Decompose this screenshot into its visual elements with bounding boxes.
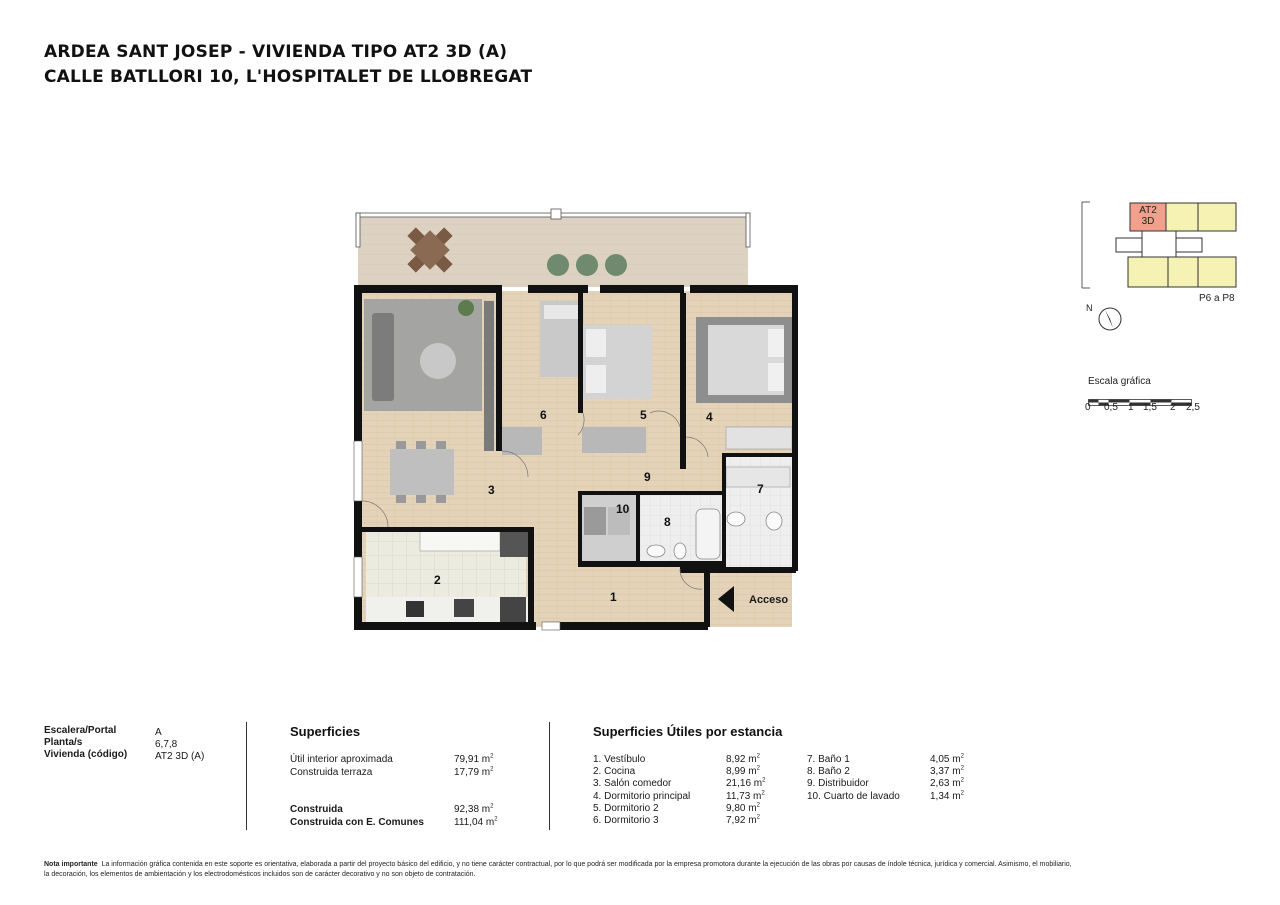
access-arrow-icon: [718, 586, 734, 612]
scale-tick: 0,5: [1104, 402, 1118, 413]
scale-tick: 1: [1128, 402, 1134, 413]
estancia-row: [593, 791, 796, 803]
estancia-label: 4. Dormitorio principal: [593, 790, 691, 802]
scale-tick: 0: [1085, 402, 1091, 413]
page-title: [44, 40, 532, 90]
superficie-row: [290, 754, 524, 766]
scale-tick: 2: [1170, 402, 1176, 413]
floor-plan: [350, 205, 810, 635]
room-number-6: 6: [540, 408, 547, 422]
room-number-8: 8: [664, 515, 671, 529]
disclaimer-text: La información gráfica contenida en este soporte es orientativa, elaborada a partir del proyecto básico del edificio, y no tiene carácter contractual, por lo que podrá ser modificada por la empresa promotora durante la ejecución de las obras por causas de índole técnica, jurídica y comercial. Asimismo, el mobiliario, la decoración, los elementos de ambientación y los electrodomésticos incluidos son de carácter decorativo y no son objeto de contratación.: [44, 861, 1072, 878]
estancia-value: 7,92 $m^2$: [726, 814, 760, 826]
estancia-value: 8,92 $m^2$: [726, 753, 760, 765]
info-value-plantas: 6,7,8: [155, 739, 178, 750]
floor-plan-drawing: [350, 205, 810, 635]
estancia-label: 1. Vestíbulo: [593, 754, 646, 765]
estancia-value: 8,99 $m^2$: [726, 765, 760, 778]
superficie-label: Construida terraza: [290, 767, 373, 778]
superficie-row: [290, 767, 524, 779]
room-number-1: 1: [610, 590, 617, 604]
divider: [246, 722, 247, 830]
estancia-row: [593, 815, 796, 827]
superficie-label: Construida con E. Comunes: [290, 817, 424, 828]
estancia-row: [807, 791, 1000, 803]
scale-bar: [1088, 393, 1192, 400]
room-number-4: 4: [706, 410, 713, 424]
room-number-7: 7: [757, 482, 764, 496]
info-label-vivienda: Vivienda (código): [44, 749, 128, 760]
estancia-row: [593, 778, 796, 790]
superficie-label: Construida: [290, 804, 343, 815]
info-values: [155, 727, 204, 763]
estancia-label: 3. Salón comedor: [593, 778, 672, 790]
key-plan-unit-line-1: AT2: [1139, 205, 1157, 216]
info-value-vivienda: AT2 3D (A): [155, 751, 205, 762]
scale-title: Escala gráfica: [1088, 376, 1151, 387]
scale-tick-labels: [1082, 402, 1212, 416]
disclaimer-label: Nota importante: [44, 861, 98, 868]
divider: [549, 722, 550, 830]
estancia-label: 2. Cocina: [593, 766, 636, 778]
superficies-title: Superficies: [290, 724, 361, 739]
north-label: N: [1086, 303, 1093, 313]
key-plan-floors: P6 a P8: [1199, 293, 1235, 304]
scale-tick: 2,5: [1186, 402, 1200, 413]
estancia-label: 10. Cuarto de lavado: [807, 790, 900, 802]
info-label-portal: Escalera/Portal: [44, 725, 117, 736]
estancia-row: [807, 766, 1000, 778]
estancia-row: [593, 754, 796, 766]
estancia-value: 21,16 $m^2$: [726, 778, 766, 790]
superficie-row: [290, 804, 524, 816]
info-label-plantas: Planta/s: [44, 737, 83, 748]
estancia-value: 4,05 $m^2$: [930, 753, 964, 765]
superficie-label: Útil interior aproximada: [290, 754, 393, 765]
key-plan: [1080, 200, 1240, 295]
superficie-value: 92,38 $m^2$: [454, 803, 494, 815]
superficie-row: [290, 817, 524, 829]
room-number-3: 3: [488, 483, 495, 497]
estancia-row: [593, 766, 796, 778]
room-number-2: 2: [434, 573, 441, 587]
superficie-value: 79,91 $m^2$: [454, 753, 494, 765]
superficie-value: 17,79 $m^2$: [454, 766, 494, 778]
info-value-portal: A: [155, 727, 162, 738]
estancia-value: 9,80 $m^2$: [726, 802, 760, 814]
estancia-label: 8. Baño 2: [807, 766, 850, 778]
north-compass-icon: [1086, 303, 1126, 335]
title-line-2: CALLE BATLLORI 10, L'HOSPITALET DE LLOBREGAT: [44, 67, 533, 87]
estancia-label: 5. Dormitorio 2: [593, 802, 659, 814]
estancia-label: 9. Distribuidor: [807, 778, 869, 790]
key-plan-unit-line-2: 3D: [1141, 216, 1155, 227]
room-number-9: 9: [644, 470, 651, 484]
estancia-row: [807, 754, 1000, 766]
superficie-value: 111,04 $m^2$: [454, 816, 498, 828]
access-label: Acceso: [749, 594, 789, 606]
room-number-5: 5: [640, 408, 647, 422]
info-labels: [44, 725, 127, 761]
estancia-value: 11,73 $m^2$: [726, 790, 765, 802]
title-line-1: ARDEA SANT JOSEP - VIVIENDA TIPO AT2 3D (A): [44, 42, 508, 62]
estancia-value: 1,34 $m^2$: [930, 790, 964, 802]
estancia-row: [593, 803, 796, 815]
estancias-title: Superficies Útiles por estancia: [593, 724, 783, 739]
estancia-label: 7. Baño 1: [807, 754, 850, 765]
estancia-label: 6. Dormitorio 3: [593, 815, 659, 826]
disclaimer-note: [44, 860, 1074, 880]
estancia-value: 3,37 $m^2$: [930, 765, 964, 778]
estancia-value: 2,63 $m^2$: [930, 778, 964, 790]
room-number-10: 10: [616, 502, 630, 516]
scale-tick: 1,5: [1143, 402, 1157, 413]
estancia-row: [807, 778, 1000, 790]
